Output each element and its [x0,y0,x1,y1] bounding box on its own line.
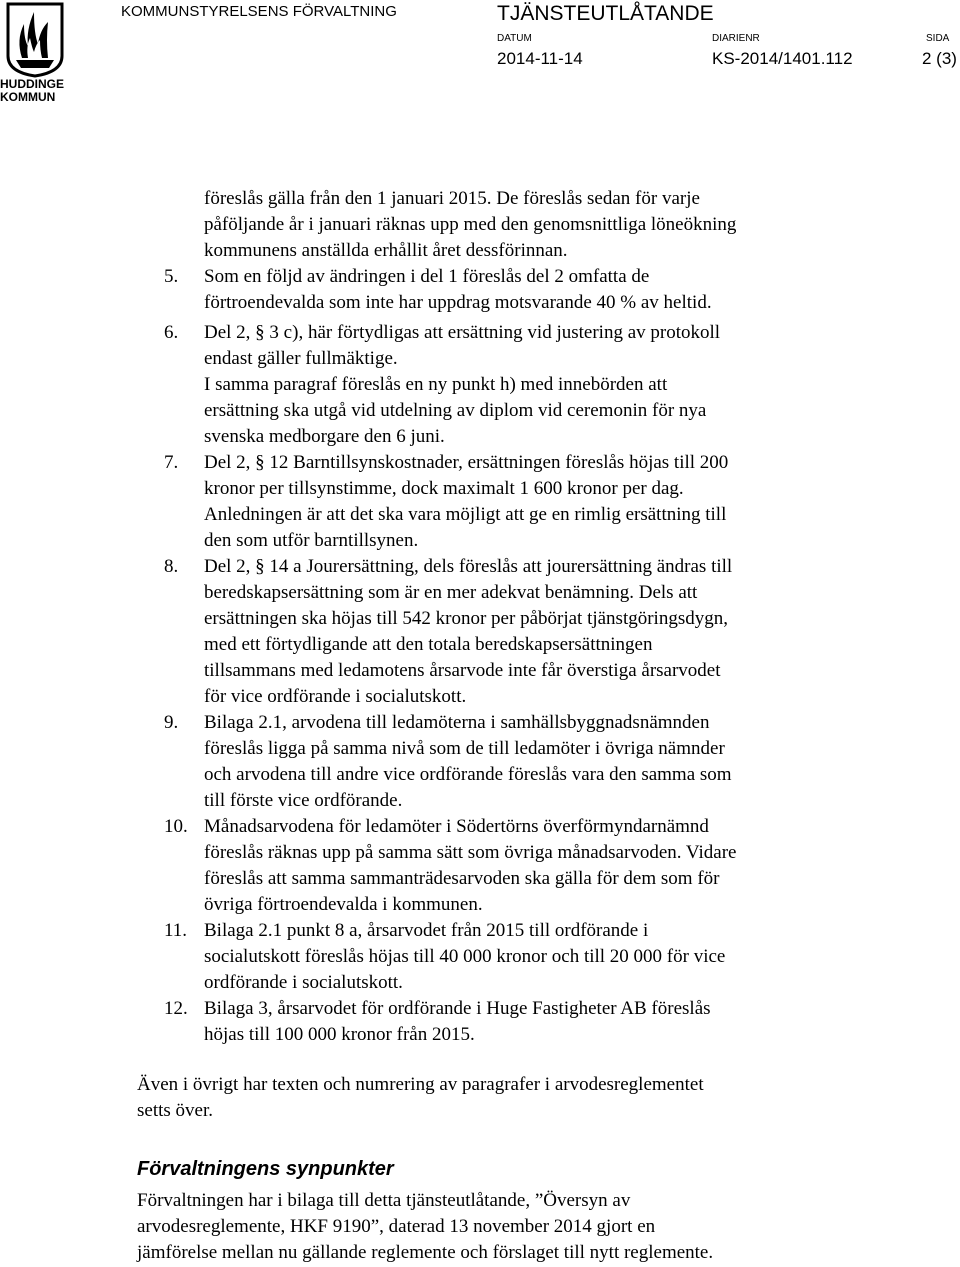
org-name: KOMMUNSTYRELSENS FÖRVALTNING [121,3,397,20]
item-number: 7. [164,452,179,473]
item-number: 11. [164,920,188,941]
datum-label: DATUM [497,33,532,44]
text-line: endast gäller fullmäktige. [204,348,398,369]
text-line: Förvaltningen har i bilaga till detta tjänsteutlåtande, ”Översyn av [137,1190,631,1211]
text-line: beredskapsersättning som är en mer adekvat benämning. Dels att [204,582,698,603]
flame-crest-icon [2,0,68,78]
text-line: Del 2, § 14 a Jourersättning, dels föreslås att jourersättning ändras till [204,556,733,577]
text-line: Del 2, § 3 c), här förtydligas att ersättning vid justering av protokoll [204,322,721,343]
text-line: med ett förtydligande att den totala beredskapsersättningen [204,634,653,655]
text-line: socialutskott föreslås höjas till 40 000 kronor och till 20 000 för vice [204,946,726,967]
text-line: föreslås att samma sammanträdesarvoden ska gälla för dem som för [204,868,720,889]
text-line: svenska medborgare den 6 juni. [204,426,445,447]
logo-line-2: KOMMUN [0,90,56,104]
section-paragraph [137,1188,713,1266]
section-heading: Förvaltningens synpunkter [137,1158,394,1180]
text-line: den som utför barntillsynen. [204,530,419,551]
text-line: I samma paragraf föreslås en ny punkt h) med innebörden att [204,374,668,395]
logo-wordmark [0,78,70,104]
text-line: ordförande i socialutskott. [204,972,403,993]
item-number: 10. [164,816,188,837]
text-line: jämförelse mellan nu gällande reglemente och förslaget till nytt reglemente. [137,1242,714,1263]
text-line: för vice ordförande i socialutskott. [204,686,467,707]
text-line: Bilaga 2.1 punkt 8 a, årsarvodet från 2015 till ordförande i [204,920,649,941]
sida-label: SIDA [926,33,950,44]
item-number: 8. [164,556,179,577]
sida-value: 2 (3) [922,49,957,68]
text-line: föreslås gälla från den 1 januari 2015. De föreslås sedan för varje [204,188,700,209]
logo-line-1: HUDDINGE [0,77,65,91]
text-line: Månadsarvodena för ledamöter i Södertörns överförmyndarnämnd [204,816,709,837]
text-line: Anledningen är att det ska vara möjligt att ge en rimlig ersättning till [204,504,727,525]
closing-paragraph [137,1072,704,1124]
item-number: 6. [164,322,179,343]
text-line: kommunens anställda erhållit året dessförinnan. [204,240,568,261]
item-number: 5. [164,266,179,287]
text-line: övriga förtroendevalda i kommunen. [204,894,483,915]
datum-value: 2014-11-14 [497,49,583,68]
document-type: TJÄNSTEUTLÅTANDE [497,2,714,25]
text-line: Bilaga 3, årsarvodet för ordförande i Huge Fastigheter AB föreslås [204,998,711,1019]
text-line: föreslås räknas upp på samma sätt som övriga månadsarvoden. Vidare [204,842,737,863]
text-line: tillsammans med ledamotens årsarvode inte får överstiga årsarvodet [204,660,721,681]
text-line: kronor per tillsynstimme, dock maximalt 1 600 kronor per dag. [204,478,684,499]
item-number: 12. [164,998,188,1019]
diarienr-value: KS-2014/1401.112 [712,49,853,68]
text-line: ersättning ska utgå vid utdelning av diplom vid ceremonin för nya [204,400,707,421]
text-line: förtroendevalda som inte har uppdrag motsvarande 40 % av heltid. [204,292,712,313]
text-line: till förste vice ordförande. [204,790,403,811]
text-line: höjas till 100 000 kronor från 2015. [204,1024,475,1045]
text-line: föreslås ligga på samma nivå som de till ledamöter i övriga nämnder [204,738,725,759]
text-line: ersättningen ska höjas till 542 kronor per påbörjat tjänstgöringsdygn, [204,608,728,629]
text-line: setts över. [137,1100,213,1121]
text-line: påföljande år i januari räknas upp med den genomsnittliga löneökning [204,214,737,235]
continued-paragraph [204,186,736,264]
text-line: och arvodena till andre vice ordförande föreslås vara den samma som [204,764,732,785]
text-line: Även i övrigt har texten och numrering av paragrafer i arvodesreglementet [137,1074,704,1095]
diarienr-label: DIARIENR [712,33,760,44]
item-number: 9. [164,712,179,733]
text-line: Del 2, § 12 Barntillsynskostnader, ersättningen föreslås höjas till 200 [204,452,729,473]
text-line: arvodesreglemente, HKF 9190”, daterad 13 november 2014 gjort en [137,1216,656,1237]
text-line: Som en följd av ändringen i del 1 föreslås del 2 omfatta de [204,266,650,287]
text-line: Bilaga 2.1, arvodena till ledamöterna i samhällsbyggnadsnämnden [204,712,710,733]
